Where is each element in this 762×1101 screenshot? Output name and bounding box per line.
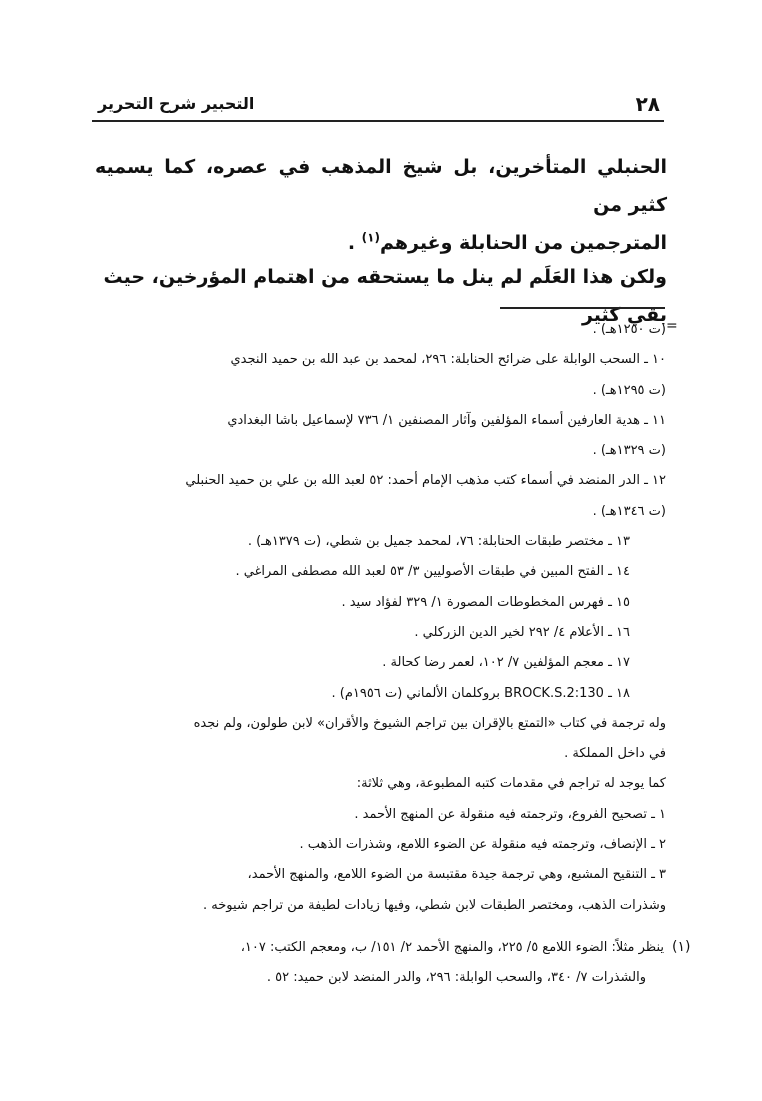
running-title: التحبير شرح التحرير [98,94,255,113]
footnotes-block [92,315,666,921]
footnote-line: ٣ ـ التنقيح المشبع، وهي ترجمة جيدة مقتبسة من الضوء اللامع، والمنهج الأحمد، [247,867,666,883]
footnote-line: ١ ـ تصحيح الفروع، وترجمته فيه منقولة عن المنهج الأحمد . [354,806,666,822]
footnote-line: ١٥ ـ فهرس المخطوطات المصورة ١/ ٣٢٩ لفؤاد سيد . [341,594,630,610]
footnote-line: ١٧ ـ معجم المؤلفين ٧/ ١٠٢، لعمر رضا كحالة . [382,655,630,671]
body-line: المترجمين من الحنابلة وغيرهم [379,232,667,254]
footnote-reference[interactable]: (١) [361,230,380,245]
body-line: ولكن هذا العَلَم لم ينل ما يستحقه من اهتمام المؤرخين، حيث بقي كثير [103,266,667,326]
body-paragraph-1 [95,148,667,262]
page-header [92,90,664,122]
footnote-number: (١) [672,939,691,955]
footnote-line: في داخل المملكة . [564,746,666,762]
footnote-continuation-marker: = [666,318,678,334]
footnote-1-line: والشذرات ٧/ ٣٤٠، والسحب الوابلة: ٢٩٦، والدر المنضد لابن حميد: ٥٢ . [266,970,646,985]
footnote-line: (ت ١٣٤٦هـ) . [592,503,666,519]
footnote-line: ١٤ ـ الفتح المبين في طبقات الأصوليين ٣/ ٥٣ لعبد الله مصطفى المراغي . [235,564,630,580]
footnote-line: (ت ١٢٩٥هـ) . [592,382,666,398]
footnote-line: كما يوجد له تراجم في مقدمات كتبه المطبوعة، وهي ثلاثة: [356,776,666,792]
body-line-end: . [347,232,362,254]
footnote-line: (ت ١٣٢٩هـ) . [592,443,666,459]
footnote-line: ١٦ ـ الأعلام ٤/ ٢٩٢ لخير الدين الزركلي . [414,624,630,640]
footnote-line: ١٨ ـ BROCK.S.2:130 بروكلمان الألماني (ت ١٩٥٦م) . [331,685,630,701]
footnote-line: وله ترجمة في كتاب «التمتع بالإقران بين تراجم الشيوخ والأقران» لابن طولون، ولم نجده [193,715,666,731]
footnote-line: ١٣ ـ مختصر طبقات الحنابلة: ٧٦، لمحمد جميل بن شطي، (ت ١٣٧٩هـ) . [247,534,630,550]
footnote-separator [500,307,665,309]
body-line: الحنبلي المتأخرين، بل شيخ المذهب في عصره، كما يسميه كثير من [95,156,667,216]
footnote-line: ٢ ـ الإنصاف، وترجمته فيه منقولة عن الضوء اللامع، وشذرات الذهب . [299,837,666,853]
footnote-line: ١١ ـ هدية العارفين أسماء المؤلفين وآثار المصنفين ١/ ٧٣٦ لإسماعيل باشا البغدادي [227,412,666,428]
footnote-1-line: ينظر مثلاً: الضوء اللامع ٥/ ٢٢٥، والمنهج الأحمد ٢/ ١٥١/ ب، ومعجم الكتب: ١٠٧، [240,940,664,955]
footnote-line: ١٢ ـ الدر المنضد في أسماء كتب مذهب الإمام أحمد: ٥٢ لعبد الله بن علي بن حميد الحنبلي [185,473,666,489]
page-number: ٢٨ [635,92,660,116]
footnote-line: (ت ١٢٥٠هـ) . [592,322,666,337]
footnote-line: وشذرات الذهب، ومختصر الطبقات لابن شطي، وفيها زيادات لطيفة من تراجم شيوخه . [203,897,666,913]
footnote-line: ١٠ ـ السحب الوابلة على ضرائح الحنابلة: ٢٩٦، لمحمد بن عبد الله بن حميد النجدي [230,352,666,368]
